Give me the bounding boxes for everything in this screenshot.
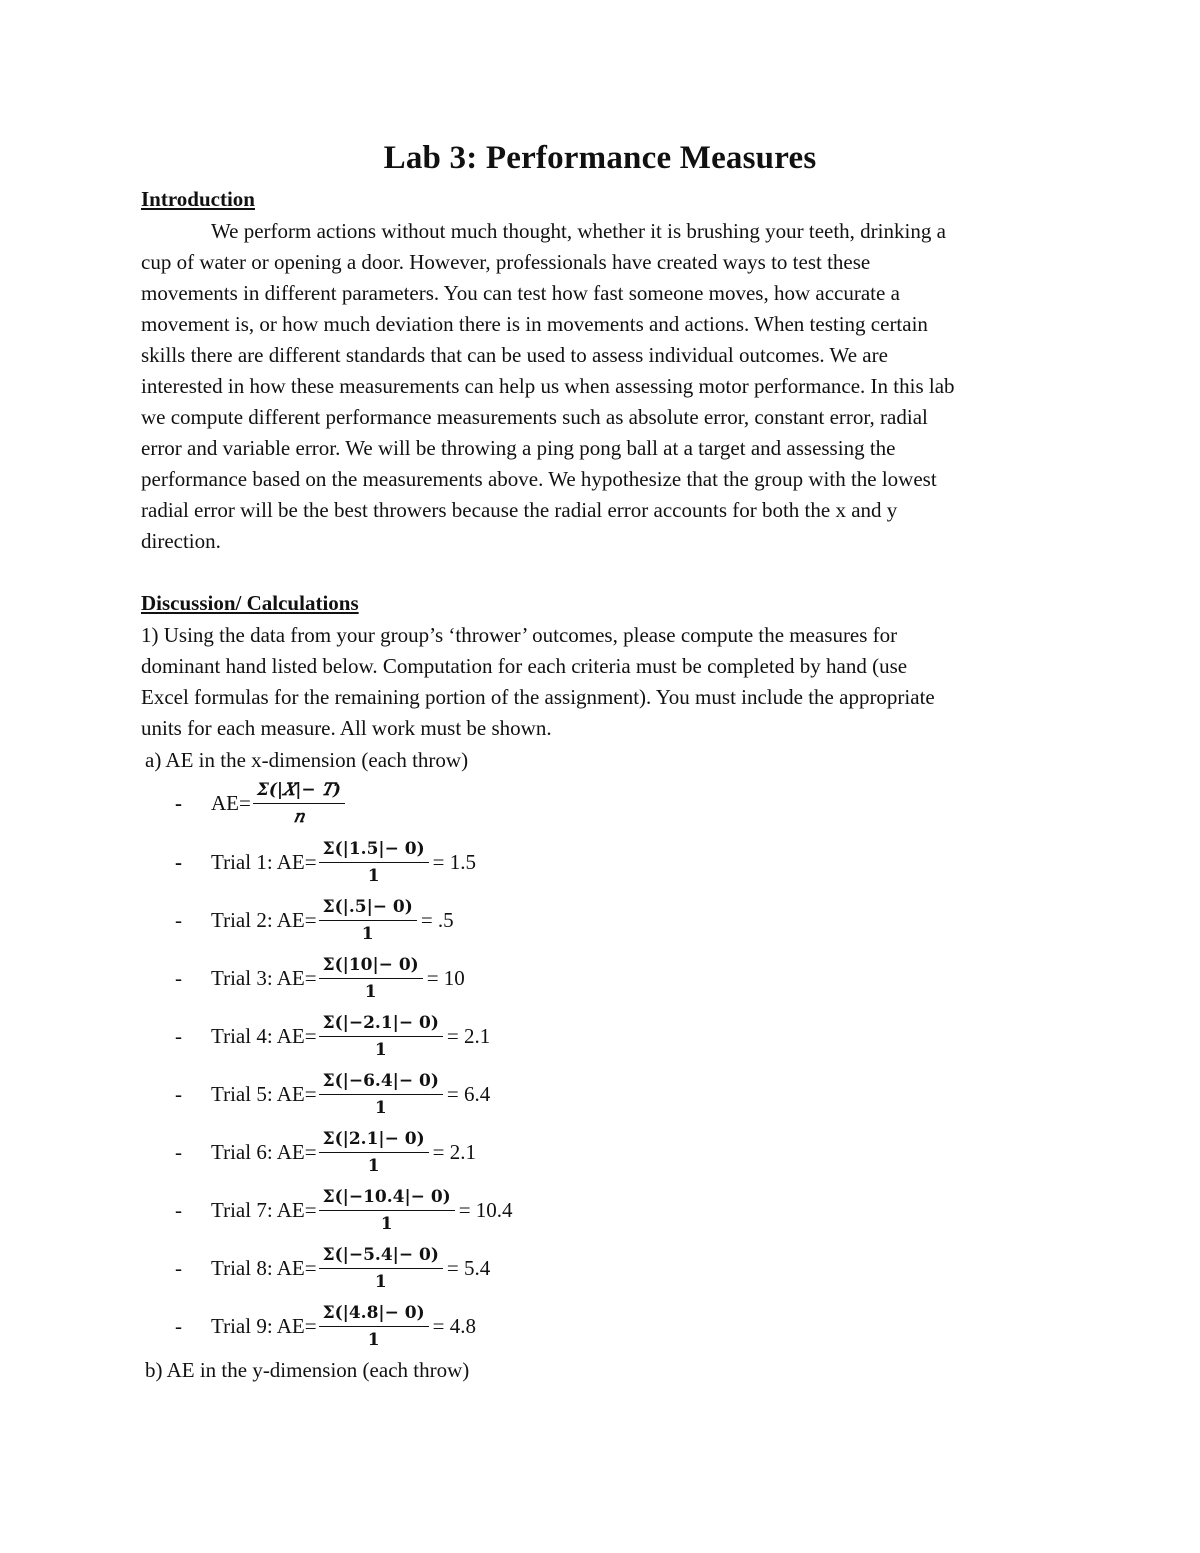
intro-line: we compute different performance measurements such as absolute error, constant error, radial: [141, 405, 928, 429]
bullet-dash: -: [175, 1081, 182, 1106]
trial-row: [175, 949, 465, 1007]
trial-row: [175, 1181, 513, 1239]
intro-line: radial error will be the best throwers because the radial error accounts for both the x and y: [141, 498, 898, 522]
bullet-dash: -: [175, 965, 182, 990]
trial-result: = 2.1: [446, 1023, 491, 1048]
trial-fraction: [319, 1070, 443, 1118]
trial-fraction: [319, 954, 423, 1002]
bullet-dash: -: [175, 1313, 182, 1338]
fraction-numerator: Σ(|𝑋|− 𝑇): [253, 779, 345, 804]
fraction-numerator: Σ(|2.1|− 0): [319, 1128, 429, 1153]
trial-row: [175, 1007, 490, 1065]
trial-label: Trial 8: AE=: [211, 1255, 317, 1280]
fraction-denominator: 1: [361, 924, 374, 944]
trial-result: = 4.8: [432, 1313, 476, 1338]
intro-line: movements in different parameters. You can test how fast someone moves, how accurate a: [141, 281, 900, 305]
intro-line: error and variable error. We will be throwing a ping pong ball at a target and assessing the: [141, 436, 896, 460]
bullet-dash: -: [175, 907, 182, 932]
document-title: Lab 3: Performance Measures: [383, 140, 817, 176]
trial-fraction: [319, 1244, 443, 1292]
trial-result: = 2.1: [432, 1139, 476, 1164]
intro-line: performance based on the measurements above. We hypothesize that the group with the lowest: [141, 467, 937, 491]
fraction-numerator: Σ(|.5|− 0): [319, 896, 417, 921]
intro-line: direction.: [141, 529, 221, 553]
introduction-heading: Introduction: [141, 187, 255, 211]
discussion-paragraph: [141, 620, 1061, 744]
discussion-heading: Discussion/ Calculations: [141, 591, 359, 615]
trial-label: Trial 7: AE=: [211, 1197, 317, 1222]
fraction-denominator: 1: [374, 1040, 387, 1060]
intro-line: skills there are different standards that can be used to assess individual outcomes. We are: [141, 343, 888, 367]
trial-result: = 1.5: [432, 849, 476, 874]
fraction-denominator: 1: [374, 1098, 387, 1118]
trial-label: Trial 5: AE=: [211, 1081, 317, 1106]
fraction-numerator: Σ(|4.8|− 0): [319, 1302, 429, 1327]
trial-fraction: [319, 1302, 429, 1350]
trial-fraction: [319, 1128, 429, 1176]
fraction-numerator: Σ(|−5.4|− 0): [319, 1244, 443, 1269]
trial-row: [175, 1297, 476, 1355]
trial-label: Trial 4: AE=: [211, 1023, 317, 1048]
intro-line: movement is, or how much deviation there is in movements and actions. When testing certain: [141, 312, 928, 336]
trial-label: Trial 2: AE=: [211, 907, 317, 932]
intro-line: cup of water or opening a door. However, professionals have created ways to test these: [141, 250, 871, 274]
fraction-numerator: Σ(|−10.4|− 0): [319, 1186, 455, 1211]
intro-line: interested in how these measurements can help us when assessing motor performance. In this lab: [141, 374, 955, 398]
bullet-dash: -: [175, 1197, 182, 1222]
discussion-line: units for each measure. All work must be shown.: [141, 716, 552, 740]
trial-fraction: [319, 838, 429, 886]
fraction-denominator: 1: [367, 1330, 380, 1350]
fraction-denominator: 1: [367, 1156, 380, 1176]
fraction-numerator: Σ(|−2.1|− 0): [319, 1012, 443, 1037]
trial-result: = 5.4: [446, 1255, 491, 1280]
intro-line: We perform actions without much thought, whether it is brushing your teeth, drinking a: [211, 219, 946, 243]
fraction-numerator: Σ(|1.5|− 0): [319, 838, 429, 863]
bullet-dash: -: [175, 1023, 182, 1048]
trial-label: Trial 6: AE=: [211, 1139, 317, 1164]
trial-label: Trial 3: AE=: [211, 965, 317, 990]
trial-label: Trial 1: AE=: [211, 849, 317, 874]
trial-fraction: [319, 1186, 455, 1234]
trial-result: = .5: [420, 907, 454, 932]
fraction-denominator: 1: [374, 1272, 387, 1292]
trial-result: = 6.4: [446, 1081, 491, 1106]
fraction-numerator: Σ(|−6.4|− 0): [319, 1070, 443, 1095]
trial-fraction: [319, 896, 417, 944]
part-b-question: b) AE in the y-dimension (each throw): [145, 1358, 470, 1382]
discussion-line: dominant hand listed below. Computation for each criteria must be completed by hand (use: [141, 654, 908, 678]
trial-fraction: [319, 1012, 443, 1060]
trial-row: [175, 891, 454, 949]
fraction-denominator: 1: [380, 1214, 393, 1234]
formula-fraction: [253, 779, 345, 827]
trial-result: = 10.4: [458, 1197, 513, 1222]
bullet-dash: -: [175, 1139, 182, 1164]
trial-row: [175, 1065, 490, 1123]
formula-row: [175, 774, 347, 832]
part-a-question: a) AE in the x-dimension (each throw): [145, 748, 469, 772]
fraction-denominator: 𝑛: [293, 807, 305, 827]
trial-result: = 10: [426, 965, 465, 990]
fraction-numerator: Σ(|10|− 0): [319, 954, 423, 979]
trial-row: [175, 1239, 490, 1297]
bullet-dash: -: [175, 790, 182, 815]
bullet-dash: -: [175, 1255, 182, 1280]
fraction-denominator: 1: [364, 982, 377, 1002]
trial-row: [175, 833, 476, 891]
formula-label: AE=: [211, 790, 251, 815]
bullet-dash: -: [175, 849, 182, 874]
discussion-line: Excel formulas for the remaining portion of the assignment). You must include the appropriate: [141, 685, 935, 709]
fraction-denominator: 1: [367, 866, 380, 886]
trial-row: [175, 1123, 476, 1181]
discussion-line: 1) Using the data from your group’s ‘thrower’ outcomes, please compute the measures for: [141, 623, 898, 647]
introduction-paragraph: [141, 216, 1061, 557]
trial-label: Trial 9: AE=: [211, 1313, 317, 1338]
